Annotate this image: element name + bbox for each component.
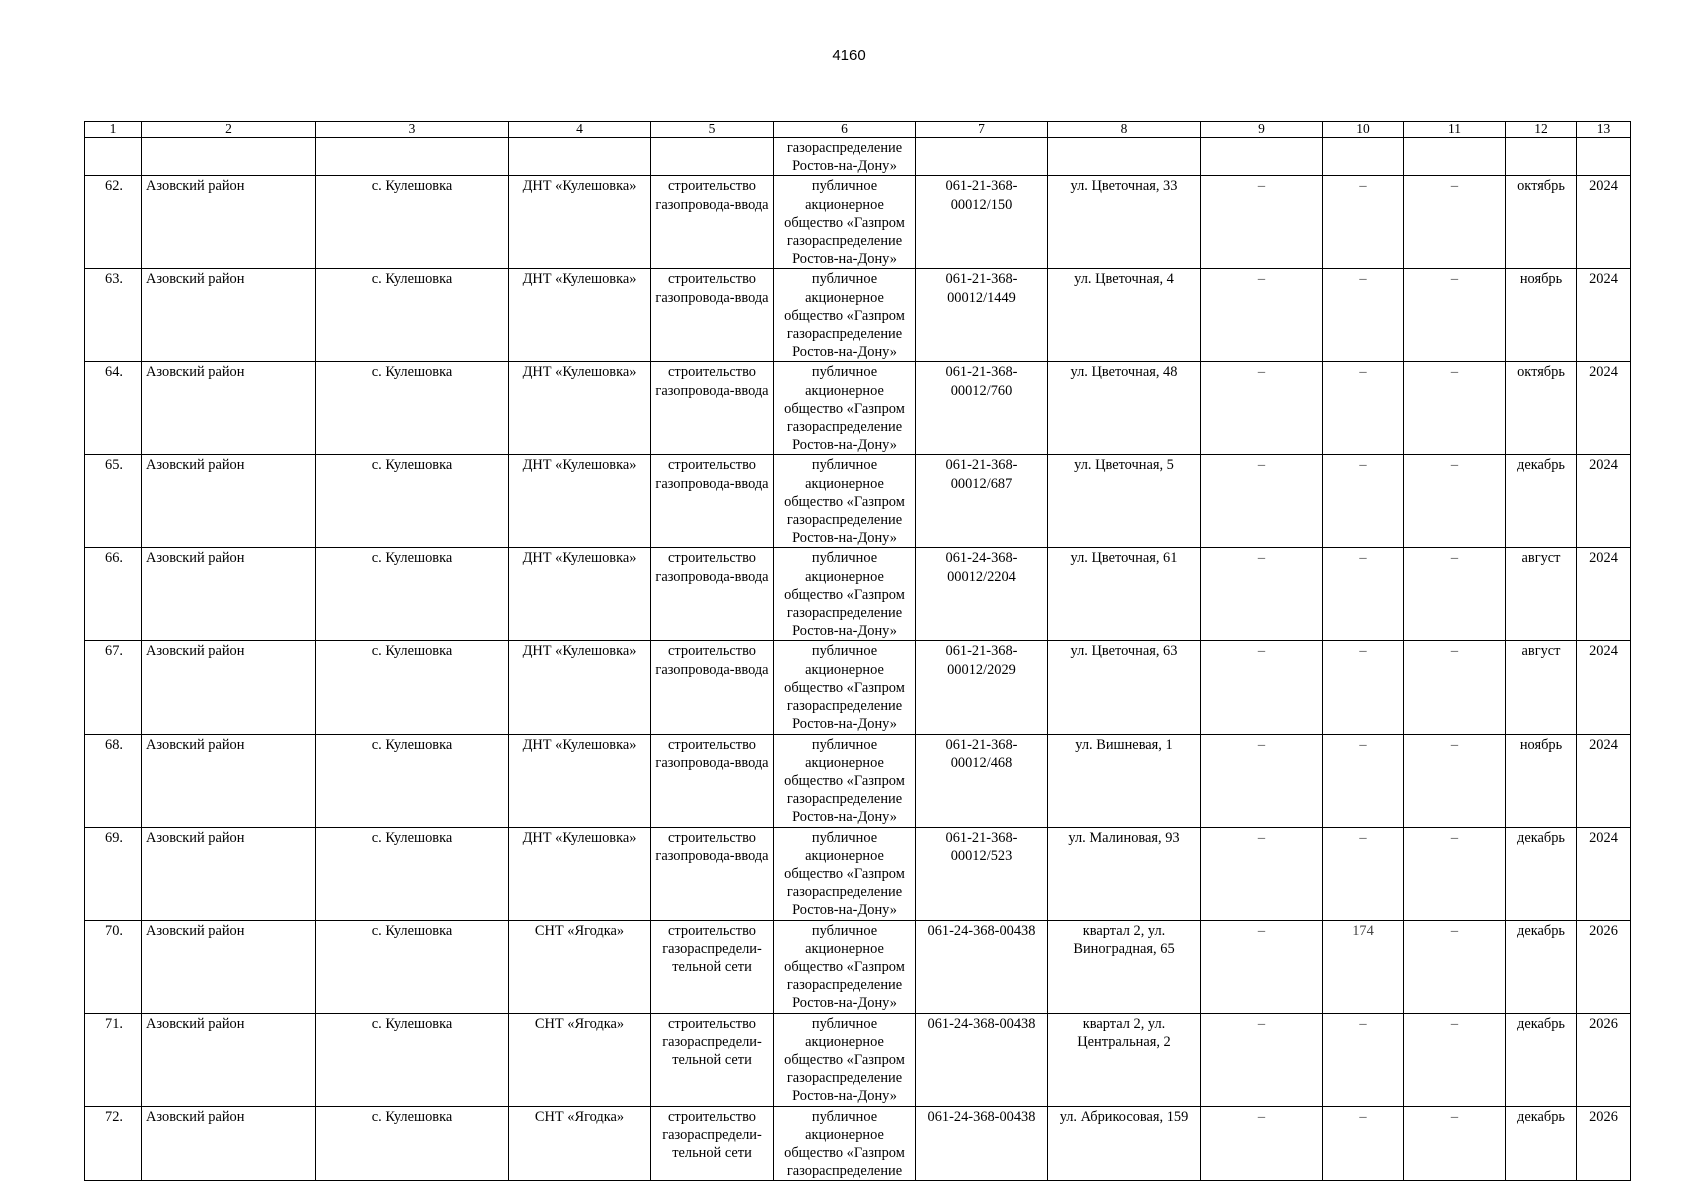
- col10-cell: –: [1323, 1013, 1404, 1106]
- col9-cell: –: [1201, 920, 1323, 1013]
- address-cell: ул. Цветочная, 63: [1048, 641, 1201, 734]
- row-number: 64.: [85, 362, 142, 455]
- table-row: [85, 1013, 1631, 1106]
- col9-cell: –: [1201, 1013, 1323, 1106]
- month-cell: август: [1506, 641, 1577, 734]
- settlement-cell: с. Кулешовка: [316, 734, 509, 827]
- cadastral-number-cell: 061-21-368-00012/687: [916, 455, 1048, 548]
- col10-cell: –: [1323, 734, 1404, 827]
- district-cell: Азовский район: [142, 455, 316, 548]
- association-cell: ДНТ «Кулешовка»: [509, 269, 651, 362]
- column-number: 2: [142, 122, 316, 138]
- year-cell: 2024: [1577, 827, 1631, 920]
- table-row: [85, 920, 1631, 1013]
- work-type-cell: строительство газопровода-ввода: [651, 176, 774, 269]
- year-cell: 2024: [1577, 734, 1631, 827]
- column-number: 3: [316, 122, 509, 138]
- col9-cell: –: [1201, 362, 1323, 455]
- cadastral-number-cell: 061-24-368-00438: [916, 1013, 1048, 1106]
- association-cell: ДНТ «Кулешовка»: [509, 455, 651, 548]
- table-row: [85, 1106, 1631, 1181]
- cadastral-number-cell: 061-21-368-00012/2029: [916, 641, 1048, 734]
- table-row: [85, 734, 1631, 827]
- document-table: [84, 121, 1631, 1181]
- address-cell: квартал 2, ул. Центральная, 2: [1048, 1013, 1201, 1106]
- column-number: 11: [1404, 122, 1506, 138]
- column-number: 9: [1201, 122, 1323, 138]
- district-cell: Азовский район: [142, 269, 316, 362]
- settlement-cell: с. Кулешовка: [316, 641, 509, 734]
- settlement-cell: с. Кулешовка: [316, 548, 509, 641]
- cadastral-number-cell: 061-21-368-00012/468: [916, 734, 1048, 827]
- association-cell: ДНТ «Кулешовка»: [509, 641, 651, 734]
- row-number: 63.: [85, 269, 142, 362]
- month-cell: декабрь: [1506, 1013, 1577, 1106]
- address-cell: квартал 2, ул. Виноградная, 65: [1048, 920, 1201, 1013]
- row-number: 72.: [85, 1106, 142, 1181]
- col11-cell: –: [1404, 455, 1506, 548]
- cadastral-number-cell: 061-21-368-00012/1449: [916, 269, 1048, 362]
- col10-cell: –: [1323, 1106, 1404, 1181]
- work-type-cell: строительство газопровода-ввода: [651, 548, 774, 641]
- settlement-cell: с. Кулешовка: [316, 1106, 509, 1181]
- row-number: 69.: [85, 827, 142, 920]
- address-cell: ул. Вишневая, 1: [1048, 734, 1201, 827]
- address-cell: ул. Цветочная, 4: [1048, 269, 1201, 362]
- col9-cell: –: [1201, 1106, 1323, 1181]
- row-number: 65.: [85, 455, 142, 548]
- work-type-cell: строительство газораспредели-тельной сети: [651, 1106, 774, 1181]
- district-cell: Азовский район: [142, 176, 316, 269]
- association-cell: ДНТ «Кулешовка»: [509, 176, 651, 269]
- col10-cell: –: [1323, 176, 1404, 269]
- row-number: 66.: [85, 548, 142, 641]
- col9-cell: –: [1201, 455, 1323, 548]
- settlement-cell: с. Кулешовка: [316, 1013, 509, 1106]
- organization-cell: публичное акционерное общество «Газпром газораспределение Ростов-на-Дону»: [774, 362, 916, 455]
- association-cell: ДНТ «Кулешовка»: [509, 827, 651, 920]
- year-cell: 2024: [1577, 269, 1631, 362]
- cadastral-number-cell: 061-21-368-00012/523: [916, 827, 1048, 920]
- column-number: 4: [509, 122, 651, 138]
- year-cell: 2024: [1577, 641, 1631, 734]
- year-cell: 2024: [1577, 362, 1631, 455]
- row-number: 68.: [85, 734, 142, 827]
- column-number: 6: [774, 122, 916, 138]
- organization-cell: публичное акционерное общество «Газпром газораспределение Ростов-на-Дону»: [774, 176, 916, 269]
- month-cell: декабрь: [1506, 1106, 1577, 1181]
- col11-cell: –: [1404, 641, 1506, 734]
- col10-cell: –: [1323, 362, 1404, 455]
- settlement-cell: с. Кулешовка: [316, 362, 509, 455]
- organization-cell: публичное акционерное общество «Газпром газораспределение Ростов-на-Дону»: [774, 1013, 916, 1106]
- col11-cell: –: [1404, 827, 1506, 920]
- association-cell: ДНТ «Кулешовка»: [509, 734, 651, 827]
- col10-cell: –: [1323, 455, 1404, 548]
- year-cell: 2024: [1577, 548, 1631, 641]
- work-type-cell: строительство газопровода-ввода: [651, 455, 774, 548]
- col9-cell: –: [1201, 641, 1323, 734]
- col10-cell: –: [1323, 548, 1404, 641]
- organization-cell: публичное акционерное общество «Газпром газораспределение Ростов-на-Дону»: [774, 827, 916, 920]
- col9-cell: –: [1201, 548, 1323, 641]
- association-cell: СНТ «Ягодка»: [509, 1106, 651, 1181]
- settlement-cell: с. Кулешовка: [316, 827, 509, 920]
- settlement-cell: с. Кулешовка: [316, 269, 509, 362]
- table-row: [85, 176, 1631, 269]
- association-cell: СНТ «Ягодка»: [509, 920, 651, 1013]
- organization-cell: публичное акционерное общество «Газпром газораспределение Ростов-на-Дону»: [774, 920, 916, 1013]
- district-cell: Азовский район: [142, 734, 316, 827]
- address-cell: ул. Цветочная, 48: [1048, 362, 1201, 455]
- organization-cell: публичное акционерное общество «Газпром газораспределение Ростов-на-Дону»: [774, 455, 916, 548]
- month-cell: ноябрь: [1506, 734, 1577, 827]
- col9-cell: –: [1201, 176, 1323, 269]
- month-cell: ноябрь: [1506, 269, 1577, 362]
- column-number: 13: [1577, 122, 1631, 138]
- table-row: [85, 548, 1631, 641]
- settlement-cell: с. Кулешовка: [316, 920, 509, 1013]
- row-number: 71.: [85, 1013, 142, 1106]
- cadastral-number-cell: 061-24-368-00438: [916, 1106, 1048, 1181]
- year-cell: 2026: [1577, 1106, 1631, 1181]
- organization-cell: публичное акционерное общество «Газпром газораспределение: [774, 1106, 916, 1181]
- work-type-cell: строительство газопровода-ввода: [651, 269, 774, 362]
- column-number: 1: [85, 122, 142, 138]
- year-cell: 2024: [1577, 455, 1631, 548]
- col9-cell: –: [1201, 269, 1323, 362]
- month-cell: октябрь: [1506, 176, 1577, 269]
- month-cell: август: [1506, 548, 1577, 641]
- row-number: 70.: [85, 920, 142, 1013]
- work-type-cell: строительство газопровода-ввода: [651, 362, 774, 455]
- continuation-row: [85, 138, 1631, 176]
- cadastral-number-cell: 061-21-368-00012/760: [916, 362, 1048, 455]
- col11-cell: –: [1404, 734, 1506, 827]
- col11-cell: –: [1404, 176, 1506, 269]
- col9-cell: –: [1201, 827, 1323, 920]
- organization-cell: публичное акционерное общество «Газпром газораспределение Ростов-на-Дону»: [774, 269, 916, 362]
- organization-cell: публичное акционерное общество «Газпром газораспределение Ростов-на-Дону»: [774, 734, 916, 827]
- col11-cell: –: [1404, 548, 1506, 641]
- year-cell: 2026: [1577, 920, 1631, 1013]
- address-cell: ул. Цветочная, 61: [1048, 548, 1201, 641]
- col11-cell: –: [1404, 1106, 1506, 1181]
- work-type-cell: строительство газопровода-ввода: [651, 641, 774, 734]
- page-number: 4160: [832, 47, 866, 64]
- address-cell: ул. Цветочная, 33: [1048, 176, 1201, 269]
- settlement-cell: с. Кулешовка: [316, 176, 509, 269]
- cadastral-number-cell: 061-21-368-00012/150: [916, 176, 1048, 269]
- row-number: 62.: [85, 176, 142, 269]
- table-row: [85, 362, 1631, 455]
- address-cell: ул. Малиновая, 93: [1048, 827, 1201, 920]
- column-number: 7: [916, 122, 1048, 138]
- district-cell: Азовский район: [142, 1013, 316, 1106]
- district-cell: Азовский район: [142, 362, 316, 455]
- month-cell: декабрь: [1506, 455, 1577, 548]
- col11-cell: –: [1404, 920, 1506, 1013]
- year-cell: 2026: [1577, 1013, 1631, 1106]
- month-cell: октябрь: [1506, 362, 1577, 455]
- association-cell: ДНТ «Кулешовка»: [509, 548, 651, 641]
- col10-cell: –: [1323, 827, 1404, 920]
- work-type-cell: строительство газопровода-ввода: [651, 734, 774, 827]
- district-cell: Азовский район: [142, 920, 316, 1013]
- col10-cell: –: [1323, 641, 1404, 734]
- work-type-cell: строительство газораспредели-тельной сети: [651, 920, 774, 1013]
- association-cell: СНТ «Ягодка»: [509, 1013, 651, 1106]
- table-row: [85, 827, 1631, 920]
- col11-cell: –: [1404, 362, 1506, 455]
- col10-cell: –: [1323, 269, 1404, 362]
- district-cell: Азовский район: [142, 1106, 316, 1181]
- table-row: [85, 455, 1631, 548]
- table-row: [85, 641, 1631, 734]
- address-cell: ул. Абрикосовая, 159: [1048, 1106, 1201, 1181]
- column-number: 8: [1048, 122, 1201, 138]
- district-cell: Азовский район: [142, 641, 316, 734]
- district-cell: Азовский район: [142, 827, 316, 920]
- col9-cell: –: [1201, 734, 1323, 827]
- column-number-row: [85, 122, 1631, 138]
- cadastral-number-cell: 061-24-368-00438: [916, 920, 1048, 1013]
- col11-cell: –: [1404, 1013, 1506, 1106]
- district-cell: Азовский район: [142, 548, 316, 641]
- month-cell: декабрь: [1506, 827, 1577, 920]
- year-cell: 2024: [1577, 176, 1631, 269]
- association-cell: ДНТ «Кулешовка»: [509, 362, 651, 455]
- row-number: 67.: [85, 641, 142, 734]
- month-cell: декабрь: [1506, 920, 1577, 1013]
- organization-cell: публичное акционерное общество «Газпром газораспределение Ростов-на-Дону»: [774, 641, 916, 734]
- settlement-cell: с. Кулешовка: [316, 455, 509, 548]
- column-number: 5: [651, 122, 774, 138]
- organization-cell: публичное акционерное общество «Газпром газораспределение Ростов-на-Дону»: [774, 548, 916, 641]
- col11-cell: –: [1404, 269, 1506, 362]
- work-type-cell: строительство газораспредели-тельной сети: [651, 1013, 774, 1106]
- organization-cell: газораспределение Ростов-на-Дону»: [774, 138, 916, 176]
- col10-cell: 174: [1323, 920, 1404, 1013]
- column-number: 12: [1506, 122, 1577, 138]
- table-row: [85, 269, 1631, 362]
- column-number: 10: [1323, 122, 1404, 138]
- address-cell: ул. Цветочная, 5: [1048, 455, 1201, 548]
- work-type-cell: строительство газопровода-ввода: [651, 827, 774, 920]
- cadastral-number-cell: 061-24-368-00012/2204: [916, 548, 1048, 641]
